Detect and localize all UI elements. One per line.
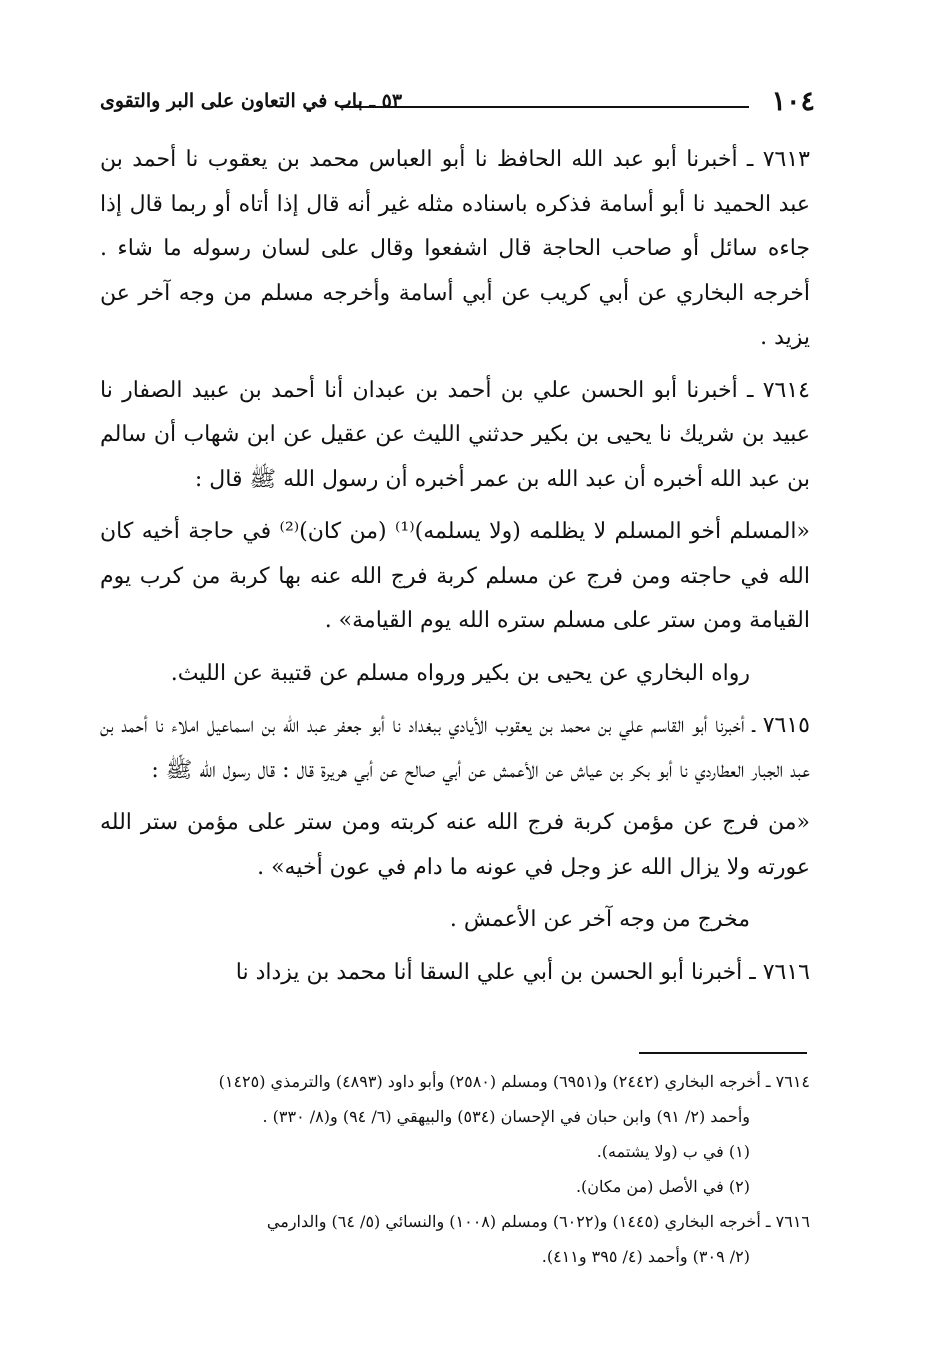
footnote-7614-cont: وأحمد (٢/ ٩١) وابن حبان في الإحسان (٥٣٤) والبيهقي (٦/ ٩٤) و(٨/ ٣٣٠) . (262, 1107, 750, 1126)
footnote-7616-cont: (٢/ ٣٠٩) وأحمد (٤/ ٣٩٥ و٤١١). (541, 1247, 750, 1266)
hadith-7615-matn: «من فرج عن مؤمن كربة فرج الله عنه كربته ومن ستر على مؤمن ستر الله عورته ولا يزال الله عز وجل في عونه ما دام في عون أخيه» . (100, 810, 810, 880)
footnote-2: (٢) في الأصل (من مكان). (575, 1177, 750, 1196)
main-text (100, 138, 810, 1003)
footnote-7616: ٧٦١٦ ـ أخرجه البخاري (١٤٤٥) و(٦٠٢٢) ومسلم (١٠٠٨) والنسائي (٥/ ٦٤) والدارمي (266, 1212, 810, 1231)
hadith-7615-takhrij: مخرج من وجه آخر عن الأعمش . (449, 907, 750, 932)
hadith-7614-isnad: ٧٦١٤ ـ أخبرنا أبو الحسن علي بن أحمد بن عبدان أنا أحمد بن عبيد الصفار نا عبيد بن شريك نا يحيى بن بكير حدثني الليث عن عقيل عن ابن شهاب أن سالم بن عبد الله أخبره أن عبد الله بن عمر أخبره أن رسول الله ﷺ قال : (100, 377, 810, 492)
footnote-separator (639, 1052, 807, 1054)
page-header (100, 84, 815, 124)
hadith-7613: ٧٦١٣ ـ أخبرنا أبو عبد الله الحافظ نا أبو العباس محمد بن يعقوب نا أحمد بن عبد الحميد نا أبو أسامة فذكره باسناده مثله غير أنه قال إذا أتاه أو ربما قال إذا جاءه سائل أو صاحب الحاجة قال اشفعوا وقال على لسان رسوله ما شاء . أخرجه البخاري عن أبي كريب عن أبي أسامة وأخرجه مسلم من وجه آخر عن يزيد . (100, 147, 810, 350)
chapter-title: ٥٣ ـ باب في التعاون على البر والتقوى (100, 90, 403, 112)
footnotes (98, 1064, 810, 1274)
hadith-7615-isnad: ٧٦١٥ ـ أخبرنا أبو القاسم علي بن محمد بن يعقوب الأيادي ببغداد نا أبو جعفر عبد الله بن اسماعيل املاء نا أحمد بن عبد الجبار العطاردي نا أبو بكر بن عياش عن الأعمش عن أبي صالح عن أبي هريرة قال : قال رسول الله ﷺ : (100, 713, 810, 783)
hadith-7614-takhrij: رواه البخاري عن يحيى بن بكير ورواه مسلم عن قتيبة عن الليث. (170, 660, 750, 686)
footnote-7614: ٧٦١٤ ـ أخرجه البخاري (٢٤٤٢) و(٦٩٥١) ومسلم (٢٥٨٠) وأبو داود (٤٨٩٣) والترمذي (١٤٢٥) (218, 1072, 810, 1091)
hadith-7614-matn: «المسلم أخو المسلم لا يظلمه (ولا يسلمه)⁽¹⁾ (من كان)⁽²⁾ في حاجة أخيه كان الله في حاجته ومن فرج عن مسلم كربة فرج الله عنه بها كربة من كرب يوم القيامة ومن ستر على مسلم ستره الله يوم القيامة» . (100, 519, 811, 633)
footnote-1: (١) في ب (ولا يشتمه). (596, 1142, 750, 1161)
page-number: ١٠٤ (771, 86, 815, 117)
hadith-7616-isnad: ٧٦١٦ ـ أخبرنا أبو الحسن بن أبي علي السقا أنا محمد بن يزداد نا (235, 959, 810, 985)
